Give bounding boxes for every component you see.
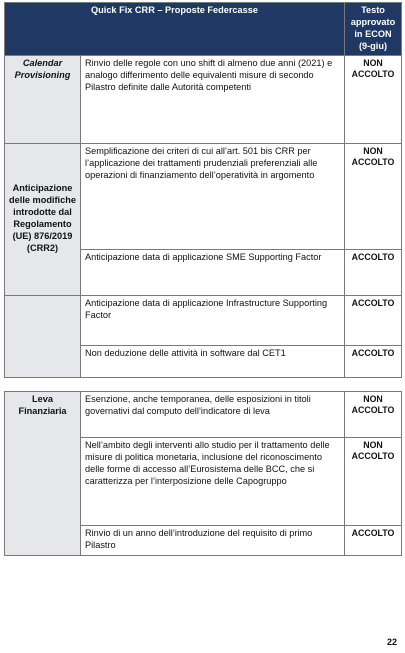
calendar-provisioning-desc: Rinvio delle regole con uno shift di almeno due anni (2021) e analogo differimento delle equivalenti misure di secondo Pilastro definite dalle Autorità competenti <box>81 55 345 143</box>
status-column-header: Testo approvato in ECON (9-giu) <box>345 3 402 56</box>
table-row-status: ACCOLTO <box>345 526 402 556</box>
leva-finanziaria-label: Leva Finanziaria <box>5 392 81 556</box>
table-row-status: NON ACCOLTO <box>345 392 402 438</box>
calendar-provisioning-label: Calendar Provisioning <box>5 55 81 143</box>
table-row-desc: Anticipazione data di applicazione SME Supporting Factor <box>81 249 345 295</box>
table-title: Quick Fix CRR – Proposte Federcasse <box>5 3 345 56</box>
table-row-status: NON ACCOLTO <box>345 438 402 526</box>
page-number: 22 <box>386 637 397 647</box>
table-row-desc: Anticipazione data di applicazione Infrastructure Supporting Factor <box>81 295 345 345</box>
table-row-desc: Rinvio di un anno dell’introduzione del requisito di primo Pilastro <box>81 526 345 556</box>
calendar-provisioning-status: NON ACCOLTO <box>345 55 402 143</box>
anticipazione-label: Anticipazione delle modifiche introdotte dal Regolamento (UE) 876/2019 (CRR2) <box>5 143 81 295</box>
anticipazione-label-continued <box>5 295 81 377</box>
table-row-desc: Non deduzione delle attività in software dal CET1 <box>81 345 345 377</box>
table-row-desc: Nell’ambito degli interventi allo studio per il trattamento delle misure di politica monetaria, inclusione del riconoscimento delle forme di accesso all’Eurosistema delle BCC, che si caratterizza per l’interposizione delle Capogruppo <box>81 438 345 526</box>
table-row-desc: Esenzione, anche temporanea, delle esposizioni in titoli governativi dal computo dell’indicatore di leva <box>81 392 345 438</box>
table-row-status: ACCOLTO <box>345 249 402 295</box>
table-row-desc: Semplificazione dei criteri di cui all’art. 501 bis CRR per l’applicazione dei trattamenti prudenziali preferenziali alle operazioni di finanziamento dell’operatività in argomento <box>81 143 345 249</box>
measures-table-2 <box>4 391 402 556</box>
table-row-status: ACCOLTO <box>345 295 402 345</box>
table-row-status: ACCOLTO <box>345 345 402 377</box>
table-row-status: NON ACCOLTO <box>345 143 402 249</box>
measures-table-1 <box>4 2 402 378</box>
